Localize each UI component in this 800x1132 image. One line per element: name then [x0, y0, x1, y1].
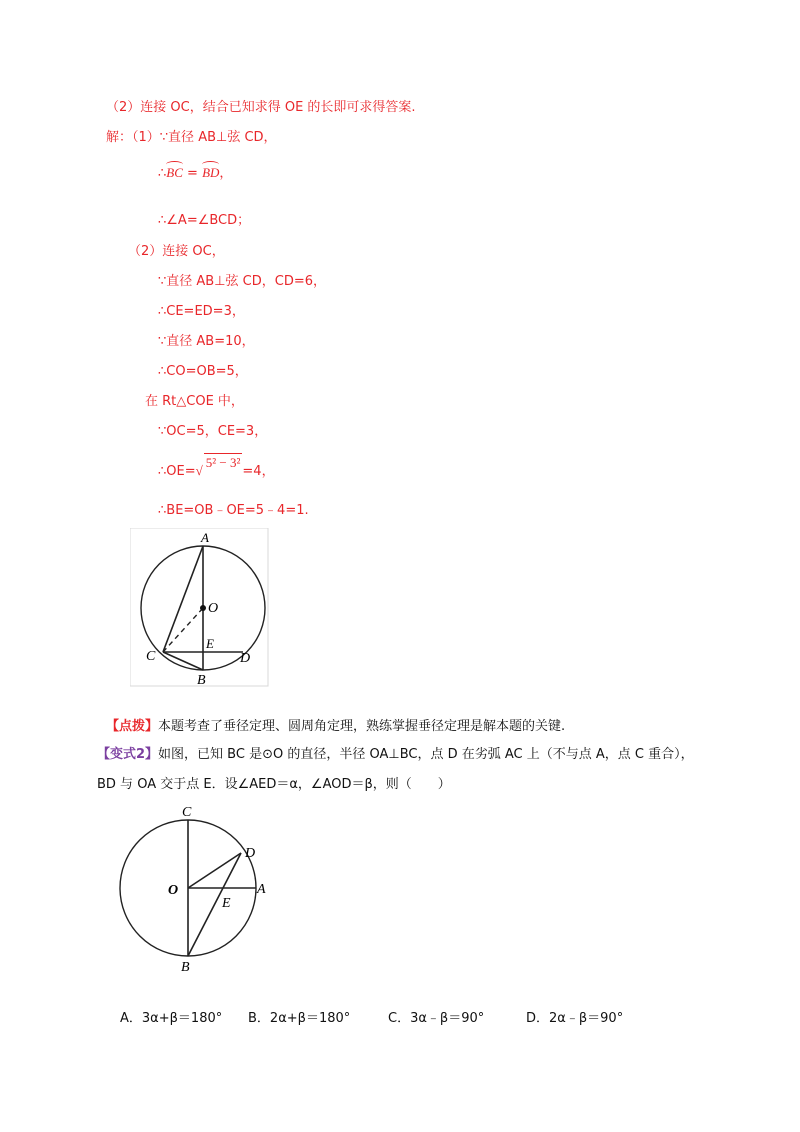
solution-label: 解： — [106, 130, 133, 145]
hint-line: （2）连接 OC，结合已知求得 OE 的长即可求得答案. — [106, 100, 416, 115]
variant-label: 【变式2】 — [97, 747, 159, 762]
label-d-2: D — [245, 846, 256, 861]
segment-bd — [188, 853, 241, 956]
label-b: B — [197, 673, 206, 688]
segment-od — [188, 853, 241, 888]
comma: ， — [219, 166, 233, 181]
solution-line-11 — [158, 455, 275, 481]
oe-result: =4， — [242, 464, 275, 479]
solution-line-6: ∴CE=ED=3， — [158, 304, 245, 319]
solution-line-5: ∵直径 AB⊥弦 CD，CD=6， — [158, 274, 327, 289]
segment-ac — [163, 546, 203, 652]
sqrt-expression: 5² − 3² — [205, 455, 241, 470]
label-o: O — [208, 601, 219, 616]
option-b[interactable]: B．2α+β＝180° — [248, 1011, 351, 1026]
figure-1 — [130, 528, 270, 688]
center-point — [200, 605, 206, 611]
oe-prefix: ∴OE= — [158, 464, 196, 479]
therefore-symbol: ∴ — [158, 166, 167, 181]
arc-equality — [158, 164, 232, 183]
solution-step-1: （1）∵直径 AB⊥弦 CD， — [132, 130, 277, 145]
variant-line-2: BD 与 OA 交于点 E．设∠AED＝α，∠AOD＝β，则（ ） — [97, 777, 451, 792]
label-e: E — [206, 636, 214, 651]
label-d: D — [240, 651, 251, 666]
option-c[interactable]: C．3α﹣β＝90° — [388, 1011, 485, 1026]
segment-oc-dashed — [163, 608, 203, 652]
variant-line-1 — [97, 746, 694, 764]
tip-text: 本题考查了垂径定理、圆周角定理，熟练掌握垂径定理是解本题的关键. — [158, 719, 566, 734]
solution-line-9: 在 Rt△COE 中， — [145, 394, 244, 409]
equals-sign: = — [182, 166, 203, 181]
solution-line-8: ∴CO=OB=5， — [158, 364, 248, 379]
solution-line-10: ∵OC=5，CE=3， — [158, 424, 268, 439]
variant-text-1: 如图，已知 BC 是⊙O 的直径，半径 OA⊥BC，点 D 在劣弧 AC 上（不与点 A，点 C 重合）， — [158, 747, 694, 762]
arc-bd: BD — [202, 165, 220, 180]
figure-2 — [118, 803, 288, 973]
label-c: C — [146, 649, 156, 664]
solution-line-7: ∵直径 AB=10， — [158, 334, 255, 349]
option-a[interactable]: A．3α+β＝180° — [120, 1011, 223, 1026]
tip-label: 【点拨】 — [106, 719, 159, 734]
arc-bc: BC — [166, 165, 183, 180]
label-a-2: A — [257, 882, 266, 897]
sqrt-symbol: √ — [195, 463, 203, 478]
solution-line-12: ∴BE=OB﹣OE=5﹣4=1. — [158, 503, 309, 518]
label-c-2: C — [182, 805, 192, 820]
label-b-2: B — [181, 960, 190, 973]
solution-line-3: ∴∠A=∠BCD； — [158, 213, 251, 228]
label-e-2: E — [222, 896, 231, 911]
label-a: A — [201, 530, 209, 545]
tip-line — [106, 718, 565, 736]
option-d[interactable]: D．2α﹣β＝90° — [526, 1011, 624, 1026]
label-o-2: O — [168, 883, 179, 898]
solution-line-4: （2）连接 OC， — [128, 244, 225, 259]
solution-part1-line — [106, 129, 277, 147]
